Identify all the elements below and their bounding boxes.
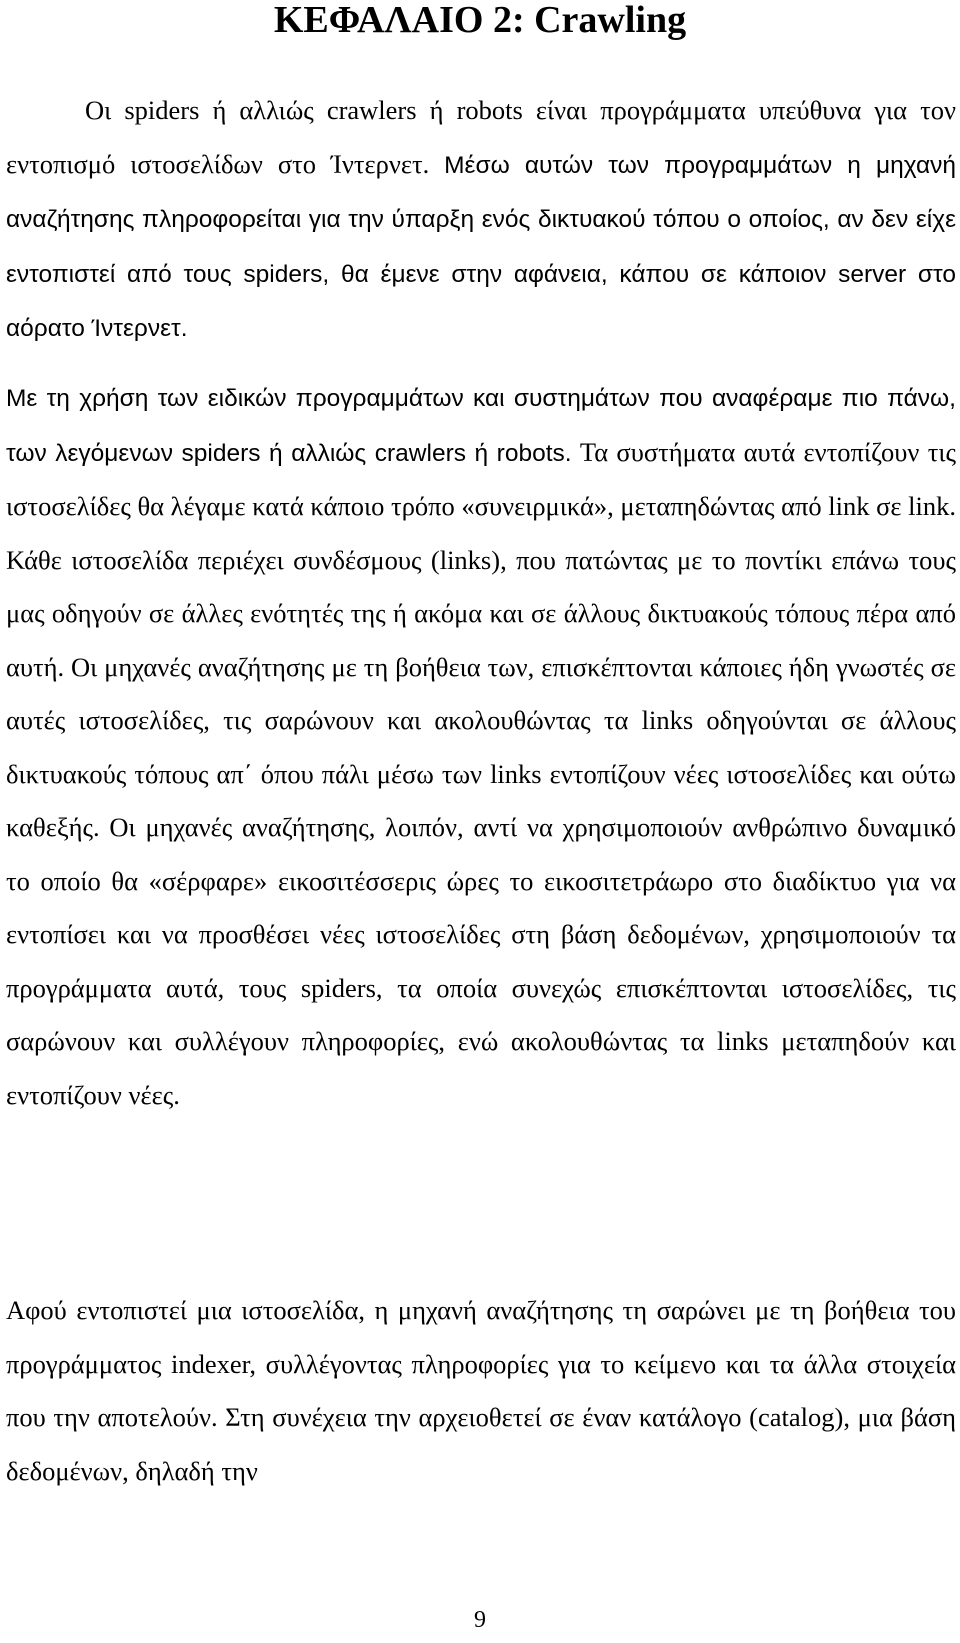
paragraph-2 bbox=[6, 371, 956, 1122]
paragraph-2-sentence-1: Με τη χρήση των ειδικών προγραμμάτων και συστημάτων που αναφέραμε πιο πάνω, των λεγόμενων spiders ή αλλιώς crawlers ή robots. bbox=[6, 385, 956, 467]
chapter-title: ΚΕΦΑΛΑΙΟ 2: Crawling bbox=[273, 0, 687, 41]
paragraph-3-sentence-1: Αφού εντοπιστεί μια ιστοσελίδα, η μηχανή αναζήτησης τη σαρώνει με τη βοήθεια του προγράμματος indexer, συλλέγοντας πληροφορίες για το κείμενο και τα άλλα στοιχεία που την αποτελούν. bbox=[6, 1295, 956, 1432]
paragraph-2-sentence-2: Τα συστήματα αυτά εντοπίζουν τις ιστοσελίδες θα λέγαμε κατά κάποιο τρόπο «συνειρμικά», μεταπηδώντας από link σε link. bbox=[6, 436, 957, 521]
paragraph-2-sentence-3: Κάθε ιστοσελίδα περιέχει συνδέσμους (links), που πατώντας με το ποντίκι επάνω τους μας οδηγούν σε άλλες ενότητές της ή ακόμα και σε άλλους δικτυακούς τόπους πέρα από αυτή. bbox=[6, 544, 956, 682]
paragraph-1-sentence-1: Οι spiders ή αλλιώς crawlers ή robots είναι προγράμματα υπεύθυνα για τον εντοπισμό ιστοσελίδων στο Ίντερνετ. bbox=[6, 95, 956, 179]
paragraph-2-sentence-4: Οι μηχανές αναζήτησης με τη βοήθεια των, επισκέπτονται κάποιες ήδη γνωστές σε αυτές ιστοσελίδες, τις σαρώνουν και ακολουθώντας τα links οδηγούνται σε άλλους δικτυακούς τόπους απ΄ όπου πάλι μέσω των links εντοπίζουν νέες ιστοσελίδες και ούτω καθεξής. bbox=[6, 651, 957, 842]
paragraph-2-sentence-5: Οι μηχανές αναζήτησης, λοιπόν, αντί να χρησιμοποιούν ανθρώπινο δυναμικό το οποίο θα «σέρφαρε» εικοσιτέσσερις ώρες το εικοσιτετράωρο στο διαδίκτυο για να εντοπίσει και να προσθέσει νέες ιστοσελίδες στη βάση δεδομένων, χρησιμοποιούν τα προγράμματα αυτά, τους spiders, τα οποία συνεχώς επισκέπτονται ιστοσελίδες, τις σαρώνουν και συλλέγουν πληροφορίες, ενώ ακολουθώντας τα links μεταπηδούν και εντοπίζουν νέες. bbox=[6, 812, 956, 1110]
page-number: 9 bbox=[474, 1607, 486, 1633]
paragraph-1-sentence-2: Μέσω αυτών των προγραμμάτων η μηχανή αναζήτησης πληροφορείται για την ύπαρξη ενός δικτυακού τόπου ο οποίος, αν δεν είχε εντοπιστεί από τους spiders, θα έμενε στην αφάνεια, κάπου σε κάποιον server στο αόρατο Ίντερνετ. bbox=[6, 151, 957, 342]
paragraph-3 bbox=[6, 1284, 956, 1498]
paragraph-3-sentence-2: Στη συνέχεια την αρχειοθετεί σε έναν κατάλογο (catalog), μια βάση δεδομένων, δηλαδή την bbox=[6, 1402, 956, 1486]
paragraph-1 bbox=[6, 84, 956, 356]
